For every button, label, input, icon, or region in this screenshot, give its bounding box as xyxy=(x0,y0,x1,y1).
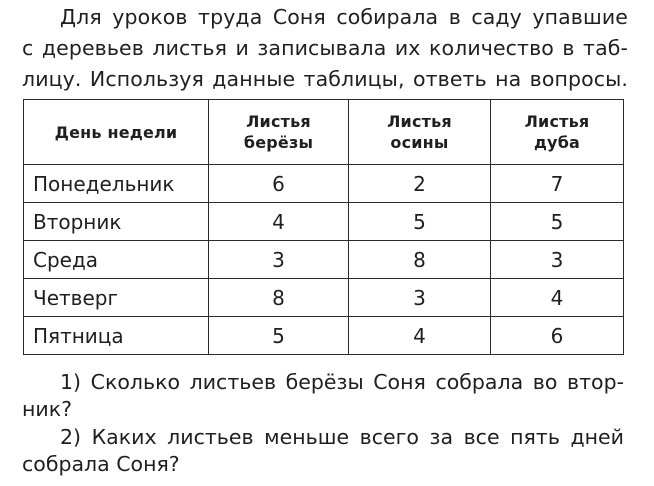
intro-line: с деревьев листья и записывала их количество в таб- xyxy=(22,36,628,60)
table-row xyxy=(24,317,624,355)
header-oak xyxy=(491,100,624,165)
table-row xyxy=(24,203,624,241)
birch-cell: 8 xyxy=(209,279,349,317)
header-oak-line2: дуба xyxy=(533,133,581,152)
aspen-cell: 8 xyxy=(349,241,491,279)
header-day xyxy=(24,100,209,165)
table-row xyxy=(24,165,624,203)
question-1 xyxy=(22,369,624,423)
aspen-cell: 2 xyxy=(349,165,491,203)
question-1-line2: ник? xyxy=(22,397,72,421)
question-2-line1: 2) Каких листьев меньше всего за все пять дней xyxy=(60,425,624,449)
aspen-cell: 5 xyxy=(349,203,491,241)
header-birch-line1: Листья xyxy=(246,112,311,131)
day-cell: Пятница xyxy=(24,317,209,355)
header-day-label: День недели xyxy=(54,122,178,142)
birch-cell: 3 xyxy=(209,241,349,279)
day-cell: Понедельник xyxy=(24,165,209,203)
oak-cell: 5 xyxy=(491,203,624,241)
day-cell: Вторник xyxy=(24,203,209,241)
intro-line: Для уроков труда Соня собирала в саду упавшие xyxy=(60,5,628,29)
birch-cell: 4 xyxy=(209,203,349,241)
birch-cell: 6 xyxy=(209,165,349,203)
questions-block xyxy=(22,369,624,478)
header-birch xyxy=(209,100,349,165)
birch-cell: 5 xyxy=(209,317,349,355)
header-aspen-line1: Листья xyxy=(387,112,452,131)
header-aspen xyxy=(349,100,491,165)
question-2 xyxy=(22,424,624,478)
leaves-table xyxy=(23,99,624,355)
day-cell: Четверг xyxy=(24,279,209,317)
oak-cell: 4 xyxy=(491,279,624,317)
header-aspen-line2: осины xyxy=(390,133,449,152)
oak-cell: 3 xyxy=(491,241,624,279)
aspen-cell: 4 xyxy=(349,317,491,355)
leaves-table-container xyxy=(23,99,623,351)
table-header-row xyxy=(24,100,624,165)
oak-cell: 7 xyxy=(491,165,624,203)
day-cell: Среда xyxy=(24,241,209,279)
oak-cell: 6 xyxy=(491,317,624,355)
aspen-cell: 3 xyxy=(349,279,491,317)
table-row xyxy=(24,279,624,317)
table-row xyxy=(24,241,624,279)
header-oak-line1: Листья xyxy=(524,112,590,131)
task-intro xyxy=(22,2,628,95)
question-2-line2: собрала Соня? xyxy=(22,452,180,476)
intro-line: лицу. Используя данные таблицы, ответь на вопросы. xyxy=(22,67,628,91)
question-1-line1: 1) Сколько листьев берёзы Соня собрала во втор- xyxy=(60,370,624,394)
header-birch-line2: берёзы xyxy=(243,133,314,152)
